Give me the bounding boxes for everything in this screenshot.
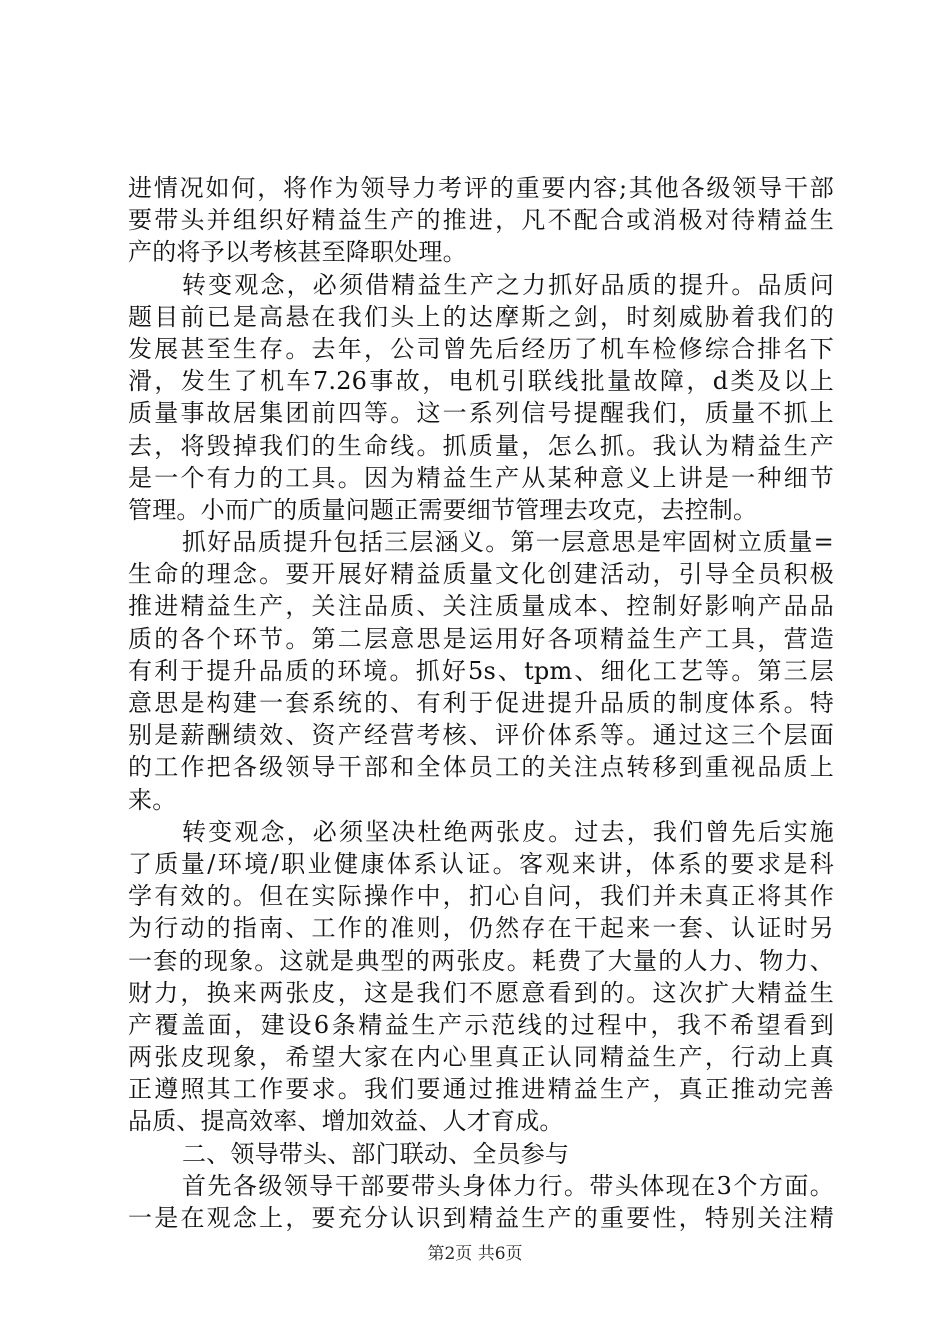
text-line: 转变观念，必须坚决杜绝两张皮。过去，我们曾先后实施 [182,817,834,846]
text-line: 质量事故居集团前四等。这一系列信号提醒我们，质量不抓上 [128,399,834,428]
text-line: 来。 [128,785,177,814]
text-line: 学有效的。但在实际操作中，扪心自问，我们并未真正将其作 [128,882,834,911]
text-line: 别是薪酬绩效、资产经营考核、评价体系等。通过这三个层面 [128,721,834,750]
text-line: 进情况如何，将作为领导力考评的重要内容;其他各级领导干部 [128,174,834,202]
text-line: 产覆盖面，建设6条精益生产示范线的过程中，我不希望看到 [128,1010,834,1039]
page-footer: 第2页 共6页 [427,1244,523,1264]
text-line: 发展甚至生存。去年，公司曾先后经历了机车检修综合排名下 [128,334,834,363]
text-line: 转变观念，必须借精益生产之力抓好品质的提升。品质问 [182,270,834,299]
text-line: 抓好品质提升包括三层涵义。第一层意思是牢固树立质量= [182,528,834,557]
text-line: 产的将予以考核甚至降职处理。 [128,238,467,267]
text-line: 有利于提升品质的环境。抓好5s、tpm、细化工艺等。第三层 [128,656,834,685]
text-line: 意思是构建一套系统的、有利于促进提升品质的制度体系。特 [128,689,834,717]
text-line: 一是在观念上，要充分认识到精益生产的重要性，特别关注精 [128,1204,834,1232]
text-line: 管理。小而广的质量问题正需要细节管理去攻克，去控制。 [128,495,758,524]
text-line: 为行动的指南、工作的准则，仍然存在干起来一套、认证时另 [128,914,834,943]
document-body [128,172,834,1234]
text-line: 去，将毁掉我们的生命线。抓质量，怎么抓。我认为精益生产 [128,431,834,460]
text-line: 要带头并组织好精益生产的推进，凡不配合或消极对待精益生 [128,206,834,235]
text-line: 两张皮现象，希望大家在内心里真正认同精益生产，行动上真 [128,1043,834,1072]
text-line: 了质量/环境/职业健康体系认证。客观来讲，体系的要求是科 [128,849,834,878]
text-line: 一套的现象。这就是典型的两张皮。耗费了大量的人力、物力、 [128,946,834,975]
text-line: 正遵照其工作要求。我们要通过推进精益生产，真正推动完善 [128,1075,834,1104]
text-line: 质的各个环节。第二层意思是运用好各项精益生产工具，营造 [128,624,834,653]
text-line: 是一个有力的工具。因为精益生产从某种意义上讲是一种细节 [128,463,834,492]
text-line: 的工作把各级领导干部和全体员工的关注点转移到重视品质上 [128,753,834,782]
text-line: 财力，换来两张皮，这是我们不愿意看到的。这次扩大精益生 [128,978,834,1007]
text-line: 滑，发生了机车7.26事故，电机引联线批量故障，d类及以上 [128,367,834,396]
text-line: 首先各级领导干部要带头身体力行。带头体现在3个方面。 [182,1171,834,1200]
text-line: 二、领导带头、部门联动、全员参与 [182,1139,570,1168]
text-line: 品质、提高效率、增加效益、人才育成。 [128,1107,564,1136]
text-line: 推进精益生产，关注品质、关注质量成本、控制好影响产品品 [128,592,834,621]
text-line: 生命的理念。要开展好精益质量文化创建活动，引导全员积极 [128,560,834,589]
text-line: 题目前已是高悬在我们头上的达摩斯之剑，时刻威胁着我们的 [128,302,834,331]
